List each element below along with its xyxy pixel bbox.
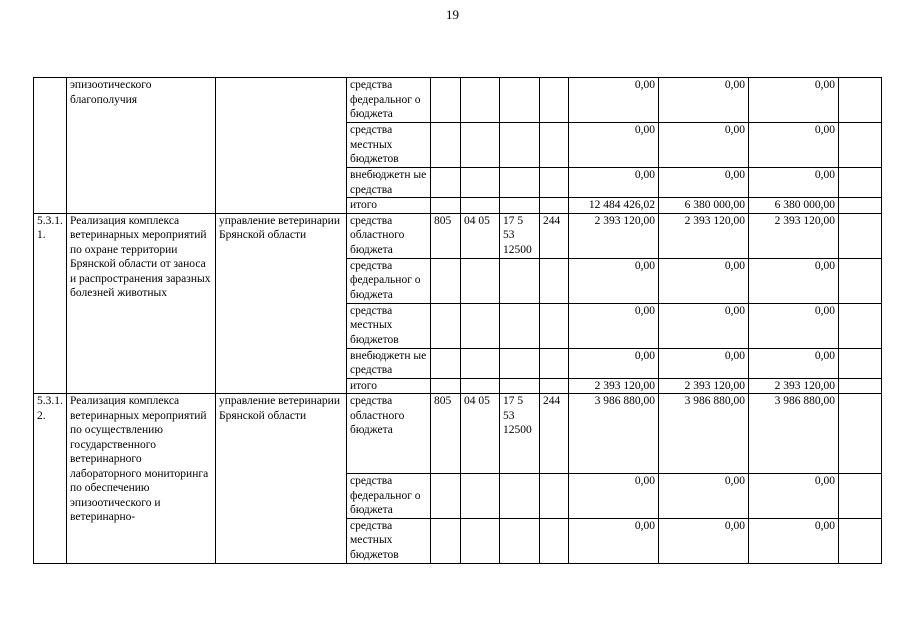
funding-source-cell: итого [347,198,431,214]
empty-cell [839,258,882,303]
empty-cell [839,378,882,394]
rzpr-cell [461,378,500,394]
csr-cell [500,378,540,394]
table-row [34,78,882,123]
amount-year3-cell: 0,00 [749,518,839,563]
empty-cell [839,394,882,474]
executor-cell: управление ветеринарии Брянской области [216,394,347,564]
csr-cell [500,198,540,214]
vr-cell [540,78,569,123]
amount-year1-cell: 0,00 [569,474,659,519]
amount-year2-cell: 0,00 [659,348,749,378]
funding-source-cell: средства федеральног о бюджета [347,78,431,123]
rzpr-cell [461,78,500,123]
empty-cell [839,78,882,123]
empty-cell [839,213,882,258]
grbs-cell [431,518,461,563]
funding-source-cell: средства областного бюджета [347,213,431,258]
csr-cell [500,518,540,563]
event-name-cell: Реализация комплекса ветеринарных мероприятий по охране территории Брянской области от заноса и распространения заразных болезней животных [67,213,216,394]
grbs-cell [431,348,461,378]
amount-year1-cell: 0,00 [569,518,659,563]
grbs-cell [431,78,461,123]
amount-year1-cell: 12 484 426,02 [569,198,659,214]
rzpr-cell [461,348,500,378]
amount-year1-cell: 0,00 [569,348,659,378]
rzpr-cell [461,474,500,519]
csr-cell [500,303,540,348]
funding-source-cell: средства местных бюджетов [347,123,431,168]
amount-year3-cell: 0,00 [749,168,839,198]
rzpr-cell: 04 05 [461,213,500,258]
rzpr-cell [461,123,500,168]
rzpr-cell: 04 05 [461,394,500,474]
vr-cell [540,348,569,378]
amount-year1-cell: 3 986 880,00 [569,394,659,474]
csr-cell [500,474,540,519]
amount-year2-cell: 0,00 [659,123,749,168]
amount-year2-cell: 0,00 [659,474,749,519]
item-number-cell [34,78,67,214]
csr-cell [500,168,540,198]
amount-year1-cell: 0,00 [569,258,659,303]
empty-cell [839,474,882,519]
csr-cell [500,348,540,378]
amount-year2-cell: 6 380 000,00 [659,198,749,214]
amount-year3-cell: 0,00 [749,78,839,123]
vr-cell [540,123,569,168]
amount-year2-cell: 0,00 [659,78,749,123]
csr-cell [500,123,540,168]
empty-cell [839,303,882,348]
funding-source-cell: итого [347,378,431,394]
amount-year3-cell: 3 986 880,00 [749,394,839,474]
grbs-cell: 805 [431,213,461,258]
grbs-cell [431,168,461,198]
funding-source-cell: средства федеральног о бюджета [347,474,431,519]
budget-table [33,77,882,564]
table-row [34,394,882,474]
amount-year3-cell: 6 380 000,00 [749,198,839,214]
grbs-cell [431,198,461,214]
grbs-cell [431,123,461,168]
rzpr-cell [461,168,500,198]
amount-year1-cell: 0,00 [569,78,659,123]
rzpr-cell [461,258,500,303]
grbs-cell: 805 [431,394,461,474]
table-row [34,213,882,258]
amount-year2-cell: 0,00 [659,168,749,198]
amount-year3-cell: 0,00 [749,303,839,348]
csr-cell [500,258,540,303]
csr-cell [500,78,540,123]
empty-cell [839,168,882,198]
amount-year2-cell: 0,00 [659,258,749,303]
vr-cell: 244 [540,394,569,474]
amount-year1-cell: 0,00 [569,123,659,168]
amount-year3-cell: 0,00 [749,474,839,519]
amount-year2-cell: 0,00 [659,303,749,348]
vr-cell [540,198,569,214]
vr-cell [540,518,569,563]
csr-cell: 17 5 53 12500 [500,213,540,258]
amount-year3-cell: 0,00 [749,258,839,303]
funding-source-cell: внебюджетн ые средства [347,348,431,378]
amount-year1-cell: 2 393 120,00 [569,213,659,258]
event-name-cell: эпизоотического благополучия [67,78,216,214]
executor-cell [216,78,347,214]
funding-source-cell: средства федеральног о бюджета [347,258,431,303]
amount-year3-cell: 0,00 [749,123,839,168]
grbs-cell [431,303,461,348]
funding-source-cell: средства областного бюджета [347,394,431,474]
grbs-cell [431,258,461,303]
empty-cell [839,198,882,214]
rzpr-cell [461,518,500,563]
event-name-cell: Реализация комплекса ветеринарных мероприятий по осуществлению государственного ветеринарного лабораторного мониторинга по обеспечению эпизоотического и ветеринарно- [67,394,216,564]
vr-cell [540,474,569,519]
amount-year1-cell: 2 393 120,00 [569,378,659,394]
empty-cell [839,348,882,378]
vr-cell [540,168,569,198]
amount-year3-cell: 2 393 120,00 [749,378,839,394]
csr-cell: 17 5 53 12500 [500,394,540,474]
empty-cell [839,123,882,168]
vr-cell [540,258,569,303]
rzpr-cell [461,198,500,214]
item-number-cell: 5.3.1. 2. [34,394,67,564]
amount-year2-cell: 2 393 120,00 [659,213,749,258]
item-number-cell: 5.3.1. 1. [34,213,67,394]
grbs-cell [431,378,461,394]
funding-source-cell: внебюджетн ые средства [347,168,431,198]
amount-year2-cell: 3 986 880,00 [659,394,749,474]
amount-year3-cell: 2 393 120,00 [749,213,839,258]
amount-year3-cell: 0,00 [749,348,839,378]
amount-year2-cell: 0,00 [659,518,749,563]
empty-cell [839,518,882,563]
funding-source-cell: средства местных бюджетов [347,518,431,563]
vr-cell: 244 [540,213,569,258]
page-number: 19 [446,7,459,22]
executor-cell: управление ветеринарии Брянской области [216,213,347,394]
vr-cell [540,303,569,348]
amount-year2-cell: 2 393 120,00 [659,378,749,394]
amount-year1-cell: 0,00 [569,168,659,198]
rzpr-cell [461,303,500,348]
amount-year1-cell: 0,00 [569,303,659,348]
grbs-cell [431,474,461,519]
funding-source-cell: средства местных бюджетов [347,303,431,348]
vr-cell [540,378,569,394]
